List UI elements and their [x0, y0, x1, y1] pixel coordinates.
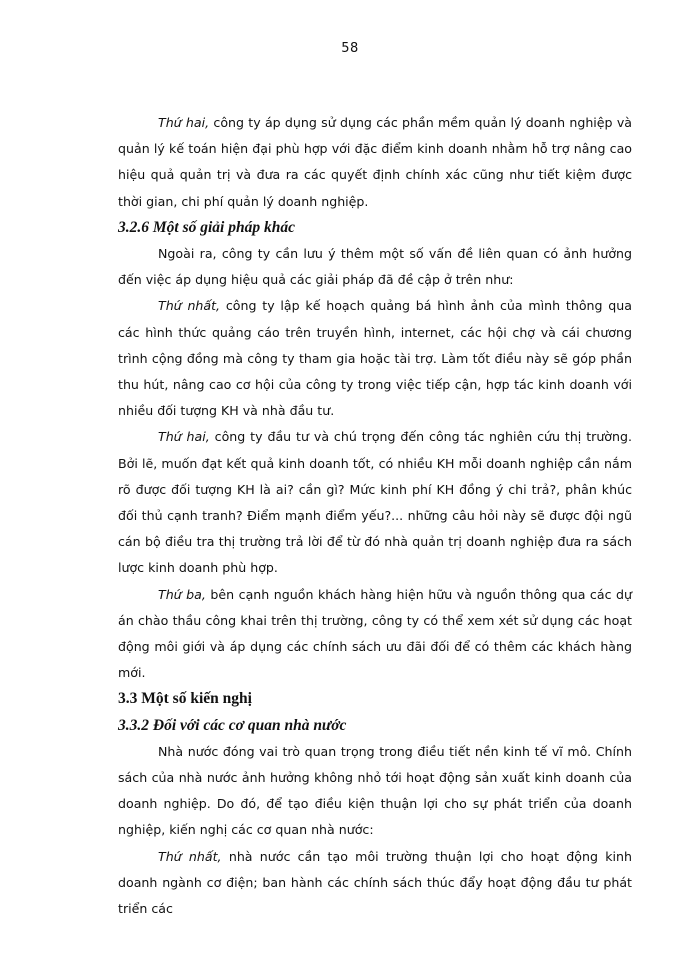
paragraph-thu-nhat-marketing	[118, 293, 632, 424]
paragraph-text: công ty áp dụng sử dụng các phần mềm quản lý doanh nghiệp và quản lý kế toán hiện đại phù hợp với đặc điểm kinh doanh nhằm hỗ trợ nâng cao hiệu quả quản trị và đưa ra các quyết định chính xác cũng như tiết kiệm được thời gian, chi phí quản lý doanh nghiệp.	[118, 115, 632, 209]
paragraph-lead: Thứ nhất,	[158, 298, 221, 314]
paragraph-lead: Thứ nhất,	[158, 848, 222, 864]
paragraph-nha-nuoc	[118, 739, 632, 844]
paragraph-thu-hai-research	[118, 424, 632, 581]
section-heading-3-3: 3.3 Một số kiến nghị	[118, 690, 252, 708]
section-heading-3-2-6: 3.2.6 Một số giải pháp khác	[118, 218, 295, 236]
paragraph-text: công ty đầu tư và chú trọng đến công tác nghiên cứu thị trường. Bởi lẽ, muốn đạt kết quả kinh doanh tốt, có nhiều KH mỗi doanh nghiệp cần nắm rõ được đối tượng KH là ai? cần gì? Mức kinh phí KH đồng ý chi trả?, phân khúc đối thủ cạnh tranh? Điểm mạnh điểm yếu?... những câu hỏi này sẽ được đội ngũ cán bộ điều tra thị trường trả lời để từ đó nhà quản trị doanh nghiệp đưa ra sách lược kinh doanh phù hợp.	[118, 429, 632, 576]
paragraph-lead: Thứ hai,	[158, 429, 210, 445]
paragraph-lead: Thứ ba,	[158, 586, 206, 602]
paragraph-thu-hai-software	[118, 110, 632, 215]
paragraph-text: nhà nước cần tạo môi trường thuận lợi cho hoạt động kinh doanh ngành cơ điện; ban hành các chính sách thúc đẩy hoạt động đầu tư phát triển các	[118, 848, 632, 917]
section-heading-3-3-2: 3.3.2 Đối với các cơ quan nhà nước	[118, 716, 347, 734]
paragraph-lead: Thứ hai,	[158, 115, 210, 130]
paragraph-text: Ngoài ra, công ty cần lưu ý thêm một số vấn đề liên quan có ảnh hưởng đến việc áp dụng hiệu quả các giải pháp đã đề cập ở trên như:	[118, 246, 632, 288]
paragraph-text: công ty lập kế hoạch quảng bá hình ảnh của mình thông qua các hình thức quảng cáo trên truyền hình, internet, các hội chợ và cái chương trình cộng đồng mà công ty tham gia hoặc tài trợ. Làm tốt điều này sẽ góp phần thu hút, nâng cao cơ hội của công ty trong việc tiếp cận, hợp tác kinh doanh với nhiều đối tượng KH và nhà đầu tư.	[118, 298, 632, 419]
paragraph-text: bên cạnh nguồn khách hàng hiện hữu và nguồn thông qua các dự án chào thầu công khai trên thị trường, công ty có thể xem xét sử dụng các hoạt động môi giới và áp dụng các chính sách ưu đãi đối để có thêm các khách hàng mới.	[118, 586, 632, 681]
paragraph-thu-ba	[118, 582, 632, 687]
paragraph-ngoai-ra	[118, 241, 632, 293]
paragraph-thu-nhat-state	[118, 844, 632, 923]
document-body	[118, 110, 632, 922]
page-number: 58	[341, 41, 359, 56]
paragraph-text: Nhà nước đóng vai trò quan trọng trong điều tiết nền kinh tế vĩ mô. Chính sách của nhà nước ảnh hưởng không nhỏ tới hoạt động sản xuất kinh doanh của doanh nghiệp. Do đó, để tạo điều kiện thuận lợi cho sự phát triển của doanh nghiệp, kiến nghị các cơ quan nhà nước:	[118, 743, 632, 838]
